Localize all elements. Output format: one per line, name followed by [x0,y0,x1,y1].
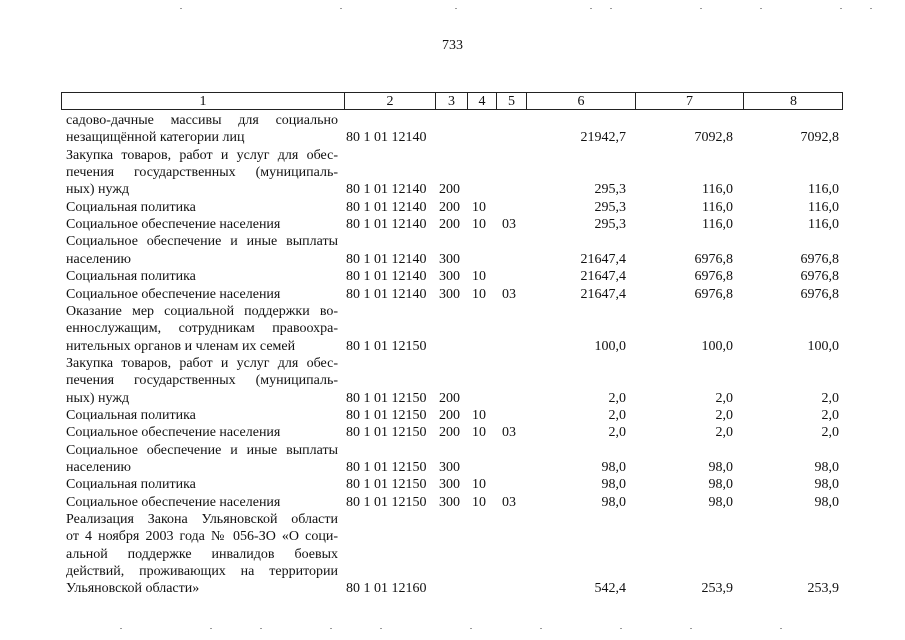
cell-col-2: 80 1 01 12140 [346,130,427,146]
cell-col-4: 10 [472,217,486,233]
cell-col-8: 6976,8 [800,286,839,302]
cell-col-7: 2,0 [715,407,733,423]
table-row [0,216,905,233]
table-row [0,268,905,285]
table-row [0,494,905,511]
cell-col-2: 80 1 01 12150 [346,407,427,423]
cell-col-8: 116,0 [808,217,839,233]
cell-col-3: 300 [439,286,460,302]
row-name: Закупка товаров, работ и услуг для обес- [66,147,338,163]
cell-col-6: 2,0 [608,407,626,423]
table-row [0,563,905,580]
cell-col-6: 295,3 [594,199,626,215]
row-name: Социальное обеспечение населения [66,425,281,441]
cell-col-2: 80 1 01 12160 [346,581,427,597]
cell-col-2: 80 1 01 12140 [346,286,427,302]
row-name: населению [66,460,131,475]
cell-col-8: 116,0 [808,182,839,198]
row-name: печения государственных (муниципаль- [66,165,338,181]
table-row [0,303,905,320]
row-name: населению [66,251,131,267]
cell-col-3: 300 [439,477,460,493]
cell-col-6: 21647,4 [580,269,626,285]
cell-col-8: 2,0 [821,425,839,441]
cell-col-6: 295,3 [594,217,626,233]
row-name: нительных органов и членам их семей [66,338,296,354]
cell-col-2: 80 1 01 12140 [346,269,427,285]
cell-col-2: 80 1 01 12150 [346,477,427,493]
header-col-2: 2 [344,93,435,109]
header-col-8: 8 [743,93,843,109]
table-row [0,320,905,337]
row-name: Социальная политика [66,199,196,215]
header-col-1: 1 [199,94,207,109]
cell-col-3: 300 [439,460,460,475]
cell-col-5: 03 [502,217,516,233]
cell-col-8: 100,0 [807,338,839,354]
cell-col-3: 300 [439,269,460,285]
row-name: Социальное обеспечение и иные выплаты [66,234,338,250]
row-name: Социальное обеспечение населения [66,494,281,510]
cell-col-7: 98,0 [708,460,733,475]
cell-col-6: 542,4 [594,581,626,597]
cell-col-8: 98,0 [814,494,839,510]
header-col-3: 3 [435,93,467,109]
cell-col-6: 98,0 [601,460,626,475]
table-row [0,442,905,459]
cell-col-6: 21647,4 [580,251,626,267]
cell-col-8: 6976,8 [800,251,839,267]
row-name: печения государственных (муниципаль- [66,373,338,389]
header-col-7: 7 [635,93,743,109]
page-number: 733 [442,38,463,53]
row-name: ных) нужд [66,390,130,406]
cell-col-3: 300 [439,494,460,510]
cell-col-5: 03 [502,494,516,510]
row-name: Закупка товаров, работ и услуг для обес- [66,355,338,371]
row-name: еннослужащим, сотрудникам правоохра- [66,321,338,337]
cell-col-8: 98,0 [814,460,839,475]
table-row [0,129,905,146]
table-row [0,372,905,389]
cell-col-2: 80 1 01 12150 [346,338,427,354]
table-row [0,251,905,268]
header-col-5: 5 [496,93,526,109]
table-row [0,112,905,129]
table-row [0,147,905,164]
table-row [0,338,905,355]
table-row [0,181,905,198]
table-row [0,286,905,303]
cell-col-7: 98,0 [708,477,733,493]
row-name: действий, проживающих на территории [66,564,338,580]
cell-col-2: 80 1 01 12140 [346,182,427,198]
cell-col-6: 100,0 [594,338,626,354]
row-name: садово-дачные массивы для социально [66,113,338,128]
cell-col-7: 6976,8 [694,286,733,302]
cell-col-3: 200 [439,182,460,198]
header-col-6: 6 [526,93,635,109]
cell-col-3: 200 [439,199,460,215]
table-header [61,92,843,110]
cell-col-4: 10 [472,199,486,215]
cell-col-2: 80 1 01 12150 [346,425,427,441]
cell-col-3: 300 [439,251,460,267]
cell-col-6: 295,3 [594,182,626,198]
cell-col-7: 116,0 [702,182,733,198]
cell-col-6: 21647,4 [580,286,626,302]
row-name: ных) нужд [66,182,130,198]
cell-col-4: 10 [472,494,486,510]
row-name: Социальная политика [66,407,196,423]
cell-col-4: 10 [472,407,486,423]
scan-noise-top [0,8,905,14]
table-row [0,164,905,181]
cell-col-7: 253,9 [701,581,733,597]
scan-noise-bottom [0,628,905,634]
cell-col-7: 6976,8 [694,251,733,267]
cell-col-6: 21942,7 [580,130,626,146]
cell-col-3: 200 [439,217,460,233]
table-row [0,580,905,597]
table-row [0,390,905,407]
cell-col-7: 2,0 [715,425,733,441]
cell-col-4: 10 [472,477,486,493]
row-name: Социальная политика [66,269,196,285]
row-name: Социальное обеспечение населения [66,217,281,233]
table-row [0,528,905,545]
cell-col-2: 80 1 01 12150 [346,494,427,510]
cell-col-7: 116,0 [702,217,733,233]
table-row [0,407,905,424]
table-row [0,199,905,216]
cell-col-7: 100,0 [701,338,733,354]
cell-col-7: 98,0 [708,494,733,510]
row-name: Оказание мер социальной поддержки во- [66,303,338,319]
row-name: Ульяновской области» [66,581,200,597]
cell-col-7: 7092,8 [694,130,733,146]
cell-col-4: 10 [472,425,486,441]
table-row [0,459,905,476]
cell-col-2: 80 1 01 12140 [346,251,427,267]
cell-col-4: 10 [472,286,486,302]
row-name: альной поддержке инвалидов боевых [66,546,338,562]
row-name: Социальная политика [66,477,196,493]
cell-col-8: 7092,8 [800,130,839,146]
table-row [0,233,905,250]
cell-col-8: 2,0 [821,407,839,423]
cell-col-3: 200 [439,425,460,441]
cell-col-2: 80 1 01 12140 [346,199,427,215]
cell-col-6: 98,0 [601,477,626,493]
cell-col-8: 116,0 [808,199,839,215]
cell-col-7: 6976,8 [694,269,733,285]
table-row [0,355,905,372]
table-row [0,511,905,528]
cell-col-3: 200 [439,390,460,406]
cell-col-6: 2,0 [608,390,626,406]
row-name: незащищённой категории лиц [66,130,245,146]
cell-col-4: 10 [472,269,486,285]
cell-col-8: 2,0 [821,390,839,406]
cell-col-7: 116,0 [702,199,733,215]
cell-col-2: 80 1 01 12150 [346,390,427,406]
row-name: от 4 ноября 2003 года № 056-ЗО «О соци- [66,529,338,545]
cell-col-3: 200 [439,407,460,423]
cell-col-2: 80 1 01 12150 [346,460,427,475]
cell-col-5: 03 [502,425,516,441]
cell-col-6: 98,0 [601,494,626,510]
row-name: Социальное обеспечение населения [66,286,281,302]
cell-col-7: 2,0 [715,390,733,406]
cell-col-8: 6976,8 [800,269,839,285]
table-row [0,424,905,441]
cell-col-8: 98,0 [814,477,839,493]
cell-col-5: 03 [502,286,516,302]
row-name: Социальное обеспечение и иные выплаты [66,442,338,458]
table-row [0,476,905,493]
cell-col-8: 253,9 [807,581,839,597]
header-col-4: 4 [467,93,496,109]
cell-col-6: 2,0 [608,425,626,441]
cell-col-2: 80 1 01 12140 [346,217,427,233]
table-row [0,546,905,563]
row-name: Реализация Закона Ульяновской области [66,512,338,528]
